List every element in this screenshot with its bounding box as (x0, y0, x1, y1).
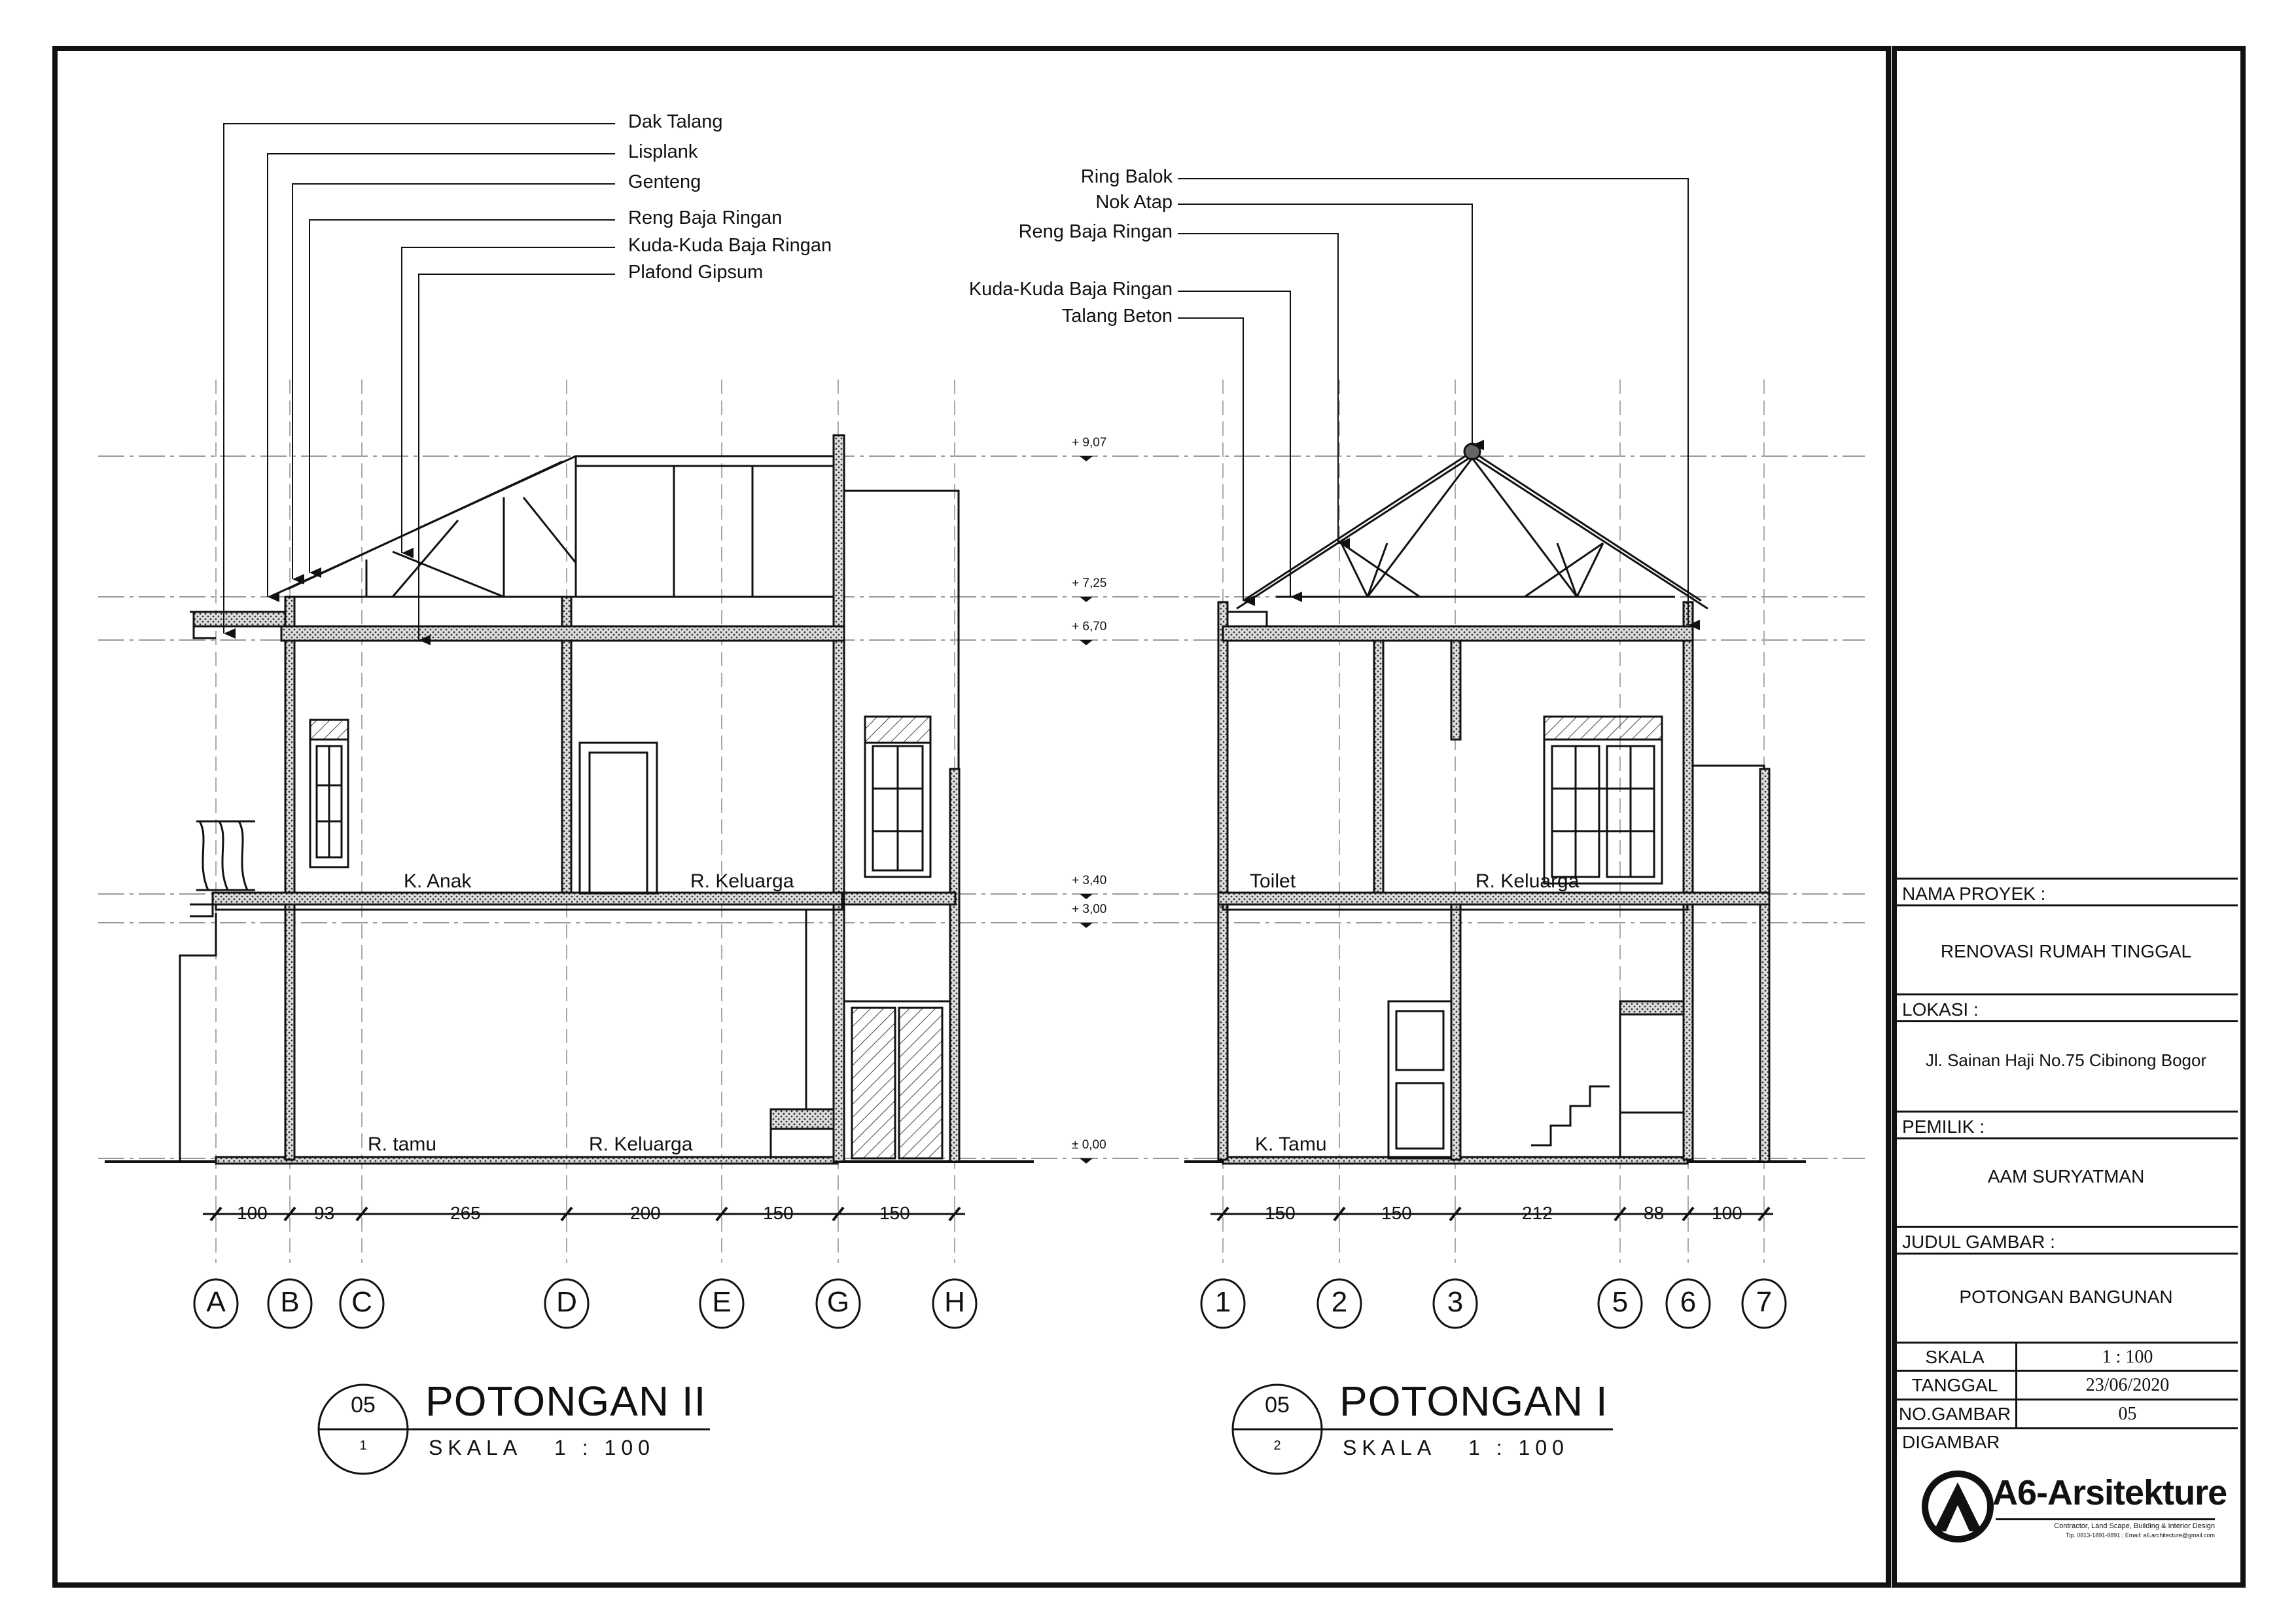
sheet-number: 05 (1265, 1393, 1290, 1418)
room-toilet: Toilet (1250, 870, 1296, 892)
dimension-label: 88 (1644, 1203, 1665, 1223)
callout-ring-balok: Ring Balok (1080, 166, 1173, 187)
sub-number: 1 (359, 1438, 367, 1453)
company-contact: Tlp. 0813-1891-8891 ; Email: a6.architecture@gmail.com (2065, 1532, 2215, 1539)
location-label: LOKASI : (1894, 993, 2238, 1022)
dimension-label: 200 (630, 1203, 661, 1223)
location-value: Jl. Sainan Haji No.75 Cibinong Bogor (1925, 1050, 2207, 1070)
dimension-label: 93 (314, 1203, 335, 1223)
company-name: A6-Arsitekture (1992, 1473, 2227, 1512)
dimension-label: 100 (1712, 1203, 1742, 1223)
date-label: TANGGAL (1894, 1372, 2017, 1399)
drawing-title-value: POTONGAN BANGUNAN (1959, 1287, 2173, 1307)
callout-kuda-kuda: Kuda-Kuda Baja Ringan (628, 235, 832, 256)
grid-lines (216, 380, 1764, 1263)
grid-label-b: B (280, 1286, 300, 1318)
logo-divider (1996, 1518, 2215, 1520)
callout-plafond: Plafond Gipsum (628, 262, 764, 283)
level-7-25: + 7,25 (1072, 577, 1107, 590)
room-r-tamu: R. tamu (368, 1133, 437, 1155)
drawing-title-label: JUDUL GAMBAR : (1894, 1226, 2238, 1255)
number-value: 05 (2118, 1404, 2137, 1424)
grid-label-7: 7 (1756, 1286, 1773, 1318)
scale-value: 1 : 100 (2102, 1347, 2153, 1367)
number-row (1894, 1400, 2238, 1429)
project-name: RENOVASI RUMAH TINGGAL (1940, 941, 2192, 961)
dimension-label: 150 (879, 1203, 910, 1223)
section-ii-drawing (105, 435, 1034, 1164)
section-i-drawing (1184, 444, 1806, 1164)
dimension-label: 150 (1265, 1203, 1296, 1223)
section-title-ii: POTONGAN II (425, 1378, 707, 1425)
callout-kuda-kuda-2: Kuda-Kuda Baja Ringan (968, 279, 1173, 300)
grid-label-a: A (206, 1286, 226, 1318)
grid-label-1: 1 (1214, 1286, 1231, 1318)
number-label: NO.GAMBAR (1894, 1400, 2017, 1427)
drawn-by-label: DIGAMBAR (1902, 1432, 2000, 1452)
grid-label-g: G (826, 1286, 850, 1318)
scale-label: SKALA (1894, 1344, 2017, 1370)
callout-talang-beton: Talang Beton (1061, 306, 1173, 327)
date-value: 23/06/2020 (2085, 1375, 2170, 1395)
grid-label-e: E (712, 1286, 732, 1318)
grid-label-2: 2 (1331, 1286, 1348, 1318)
company-logo-icon (1920, 1469, 1996, 1544)
grid-label-c: C (351, 1286, 372, 1318)
level-markers (1080, 456, 1093, 1164)
scale-row (1894, 1342, 2238, 1372)
grid-label-h: H (944, 1286, 965, 1318)
room-k-tamu: K. Tamu (1255, 1133, 1327, 1155)
room-r-keluarga-lower: R. Keluarga (589, 1133, 693, 1155)
callout-dak-talang: Dak Talang (628, 111, 723, 132)
level-9-07: + 9,07 (1072, 436, 1107, 450)
grid-label-3: 3 (1447, 1286, 1464, 1318)
dimension-label: 265 (450, 1203, 481, 1223)
level-0-00: ± 0,00 (1072, 1138, 1106, 1152)
level-3-00: + 3,00 (1072, 902, 1107, 916)
project-label: NAMA PROYEK : (1894, 878, 2238, 906)
dimension-label: 100 (237, 1203, 268, 1223)
dimension-label: 150 (1381, 1203, 1412, 1223)
dimension-label: 212 (1522, 1203, 1553, 1223)
section-scale-i: SKALA 1 : 100 (1343, 1436, 1569, 1459)
grid-label-d: D (556, 1286, 577, 1318)
owner-label: PEMILIK : (1894, 1111, 2238, 1139)
section-scale-ii: SKALA 1 : 100 (429, 1436, 655, 1459)
company-tagline: Contractor, Land Scape, Building & Interior Design (2054, 1522, 2215, 1530)
level-6-70: + 6,70 (1072, 620, 1107, 633)
room-r-keluarga-upper: R. Keluarga (690, 870, 794, 892)
grid-label-6: 6 (1680, 1286, 1697, 1318)
room-k-anak: K. Anak (404, 870, 472, 892)
sheet-number: 05 (351, 1393, 376, 1418)
callout-genteng: Genteng (628, 171, 701, 192)
callout-reng-baja-ringan-2: Reng Baja Ringan (1018, 221, 1173, 242)
grid-bubbles (194, 1279, 1786, 1328)
callout-reng-baja-ringan: Reng Baja Ringan (628, 207, 783, 228)
grid-label-5: 5 (1612, 1286, 1629, 1318)
room-r-keluarga-s1: R. Keluarga (1475, 870, 1580, 892)
date-row (1894, 1372, 2238, 1400)
callout-lisplank: Lisplank (628, 141, 698, 162)
level-3-40: + 3,40 (1072, 874, 1107, 887)
owner-value: AAM SURYATMAN (1987, 1166, 2145, 1186)
sub-number: 2 (1273, 1438, 1281, 1453)
section-title-i: POTONGAN I (1339, 1378, 1608, 1425)
callout-nok-atap: Nok Atap (1095, 192, 1173, 213)
dimension-label: 150 (763, 1203, 794, 1223)
